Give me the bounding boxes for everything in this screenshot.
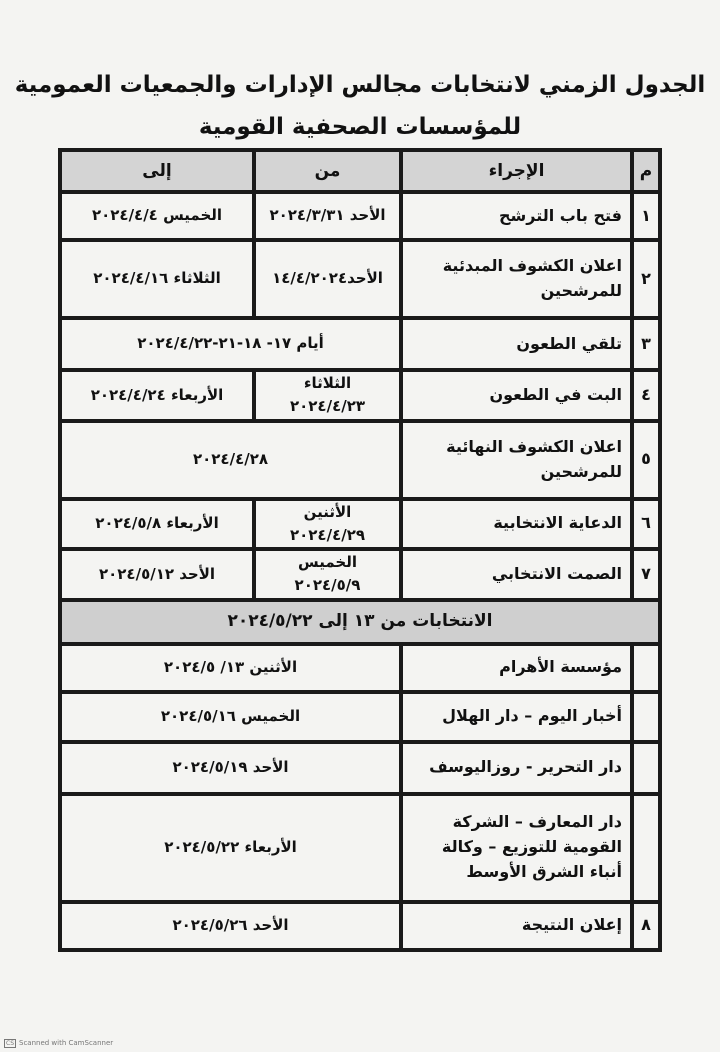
row-from: الثلاثاء ٢٠٢٤/٤/٢٣	[254, 370, 401, 421]
row-to: الأحد ٢٠٢٤/٥/١٢	[60, 549, 254, 600]
table-row	[60, 421, 660, 499]
table-row	[60, 742, 660, 794]
header-num: م	[632, 150, 660, 192]
row-num	[632, 644, 660, 692]
row-date: الخميس ٢٠٢٤/٥/١٦	[60, 692, 401, 742]
row-procedure: فتح باب الترشح	[401, 192, 632, 240]
row-to: الأربعاء ٢٠٢٤/٥/٨	[60, 499, 254, 550]
row-date: الأحد ٢٠٢٤/٥/٢٦	[60, 902, 401, 950]
table-row	[60, 240, 660, 318]
row-procedure: الصمت الانتخابي	[401, 549, 632, 600]
row-procedure: دار التحرير - روزاليوسف	[401, 742, 632, 794]
row-to: الأربعاء ٢٠٢٤/٤/٢٤	[60, 370, 254, 421]
row-num: ٣	[632, 318, 660, 370]
row-num: ٢	[632, 240, 660, 318]
row-date: الأثنين ١٣/ ٢٠٢٤/٥	[60, 644, 401, 692]
row-to: الخميس ٢٠٢٤/٤/٤	[60, 192, 254, 240]
row-date-range: أيام ١٧- ١٨-٢١-٢٠٢٤/٤/٢٢	[60, 318, 401, 370]
table-row	[60, 794, 660, 902]
row-procedure: الدعاية الانتخابية	[401, 499, 632, 550]
table-row	[60, 318, 660, 370]
table-row	[60, 549, 660, 600]
table-row	[60, 692, 660, 742]
row-to: الثلاثاء ٢٠٢٤/٤/١٦	[60, 240, 254, 318]
row-num	[632, 794, 660, 902]
header-procedure: الإجراء	[401, 150, 632, 192]
row-date: ٢٠٢٤/٤/٢٨	[60, 421, 401, 499]
row-procedure: البت في الطعون	[401, 370, 632, 421]
row-num: ٦	[632, 499, 660, 550]
row-num	[632, 692, 660, 742]
document-subtitle: للمؤسسات الصحفية القومية	[198, 114, 522, 140]
table-row	[60, 192, 660, 240]
row-procedure: مؤسسة الأهرام	[401, 644, 632, 692]
scanner-watermark-text: Scanned with CamScanner	[19, 1039, 114, 1047]
table-row	[60, 499, 660, 550]
scanner-watermark	[4, 1039, 113, 1048]
row-date: الأحد ٢٠٢٤/٥/١٩	[60, 742, 401, 794]
row-num: ١	[632, 192, 660, 240]
elections-section-title: الانتخابات من ١٣ إلى ٢٠٢٤/٥/٢٢	[60, 600, 660, 644]
header-to: إلى	[60, 150, 254, 192]
row-from: الأحد ٢٠٢٤/٣/٣١	[254, 192, 401, 240]
camscanner-logo-icon: CS	[6, 1040, 14, 1047]
table-row	[60, 902, 660, 950]
row-procedure: إعلان النتيجة	[401, 902, 632, 950]
document-title: الجدول الزمني لانتخابات مجالس الإدارات والجمعيات العمومية	[14, 72, 706, 98]
row-procedure: اعلان الكشوف النهائية للمرشحين	[401, 421, 632, 499]
row-num: ٤	[632, 370, 660, 421]
row-num: ٥	[632, 421, 660, 499]
row-procedure: أخبار اليوم – دار الهلال	[401, 692, 632, 742]
table-row	[60, 644, 660, 692]
schedule-table	[58, 148, 662, 952]
row-date: الأربعاء ٢٠٢٤/٥/٢٢	[60, 794, 401, 902]
row-from: الأحد١٤/٤/٢٠٢٤	[254, 240, 401, 318]
row-from: الأثنين ٢٠٢٤/٤/٢٩	[254, 499, 401, 550]
elections-section-row	[60, 600, 660, 644]
header-from: من	[254, 150, 401, 192]
row-from: الخميس ٢٠٢٤/٥/٩	[254, 549, 401, 600]
row-procedure: دار المعارف – الشركة القومية للتوزيع – وكالة أنباء الشرق الأوسط	[401, 794, 632, 902]
table-row	[60, 370, 660, 421]
row-procedure: تلقي الطعون	[401, 318, 632, 370]
table-header-row	[60, 150, 660, 192]
row-num: ٧	[632, 549, 660, 600]
row-num: ٨	[632, 902, 660, 950]
row-procedure: اعلان الكشوف المبدئية للمرشحين	[401, 240, 632, 318]
row-num	[632, 742, 660, 794]
